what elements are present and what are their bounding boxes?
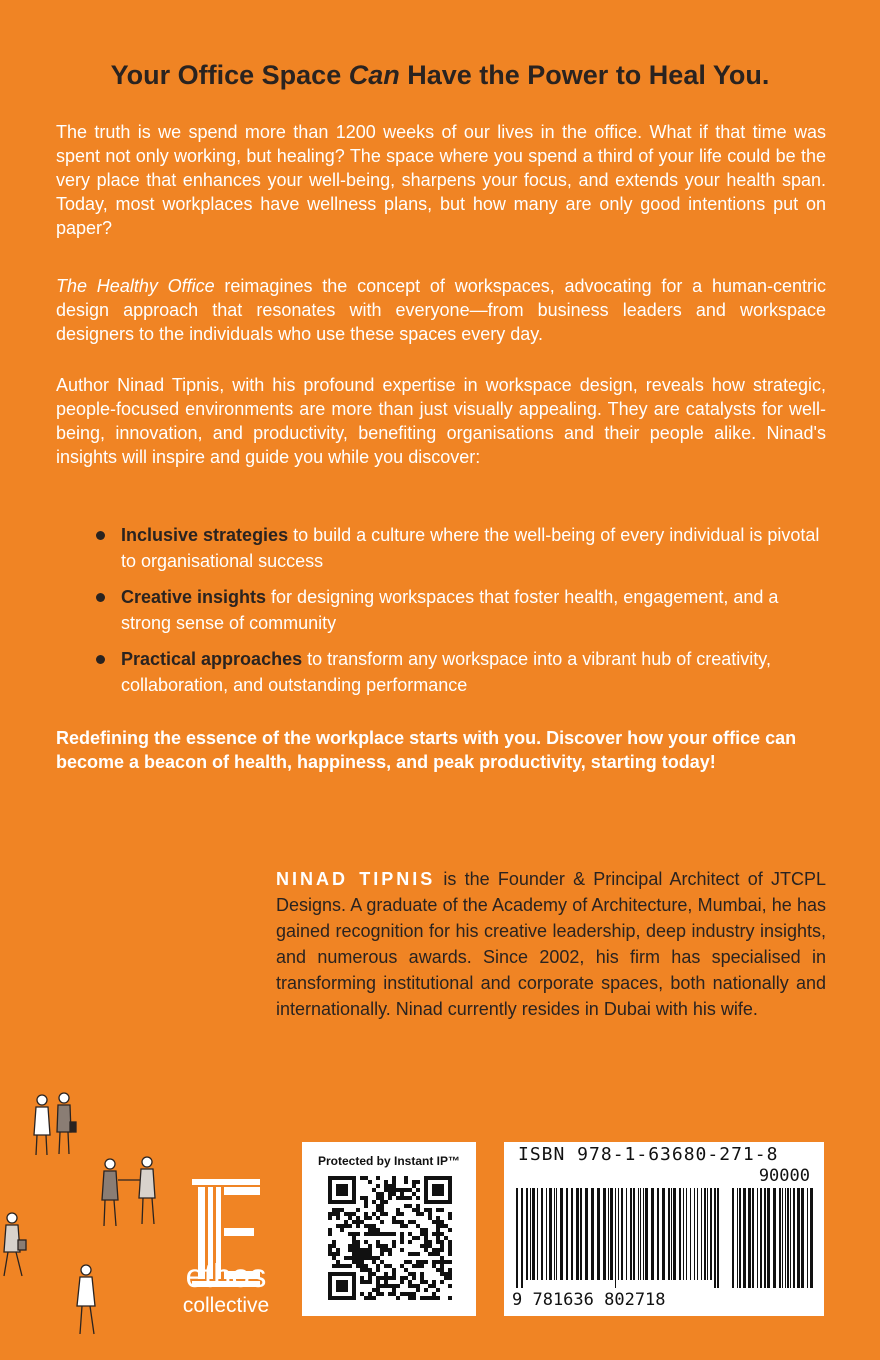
bullet-dot-icon [96, 531, 105, 540]
headline [0, 60, 880, 91]
paragraph-author: Author Ninad Tipnis, with his profound expertise in workspace design, reveals how strategic, people-focused environments are more than just visually appealing. They are catalysts for well-being, innovation, and productivity, benefiting organisations and their people alike. Ninad's insights will inspire and guide you while you discover: [56, 375, 826, 467]
qr-panel [302, 1142, 476, 1316]
bullet-list [96, 522, 826, 708]
bullet-text: to build a culture where the well-being of every individual is pivotal to organisational success [121, 525, 820, 571]
list-item [96, 646, 826, 698]
people-illustration-icon [0, 1080, 180, 1350]
bullet-text: for designing workspaces that foster health, engagement, and a strong sense of community [121, 587, 779, 633]
paragraph-book-text: reimagines the concept of workspaces, advocating for a human-centric design approach that resonates with everyone—from business leaders and workspace designers to the individuals who use these spaces every day. [56, 276, 827, 344]
bullet-strong: Inclusive strategies [121, 525, 289, 545]
paragraph-book [56, 274, 826, 346]
bullet-dot-icon [96, 593, 105, 602]
headline-emphasis: Can [348, 60, 400, 90]
qr-title: Protected by Instant IP™ [317, 1154, 461, 1168]
isbn-label: ISBN 978-1-63680-271-8 [518, 1144, 779, 1165]
publisher-name: ethos [185, 1257, 267, 1294]
bullet-text: to transform any workspace into a vibrant hub of creativity, collaboration, and outstanding performance [121, 649, 771, 695]
barcode-digits: 9 781636 802718 [512, 1290, 666, 1310]
author-bio-text: is the Founder & Principal Architect of JTCPL Designs. A graduate of the Academy of Architecture, Mumbai, he has gained recognition for his creative leadership, deep industry insights, and numerous awards. Since 2002, his firm has specialised in transforming institutional and corporate spaces, both nationally and internationally. Ninad currently resides in Dubai with his wife. [276, 869, 826, 1019]
isbn-addon: 90000 [758, 1166, 810, 1186]
headline-post: Have the Power to Heal You. [399, 60, 770, 90]
bullet-dot-icon [96, 655, 105, 664]
list-item [96, 584, 826, 636]
author-name: NINAD TIPNIS [276, 869, 436, 889]
paragraph-intro: The truth is we spend more than 1200 weeks of our lives in the office. What if that time was spent not only working, but healing? The space where you spend a third of your life could be the very place that enhances your well-being, sharpens your focus, and extends your health span. Today, most workplaces have wellness plans, but how many are only good intentions put on paper? [56, 122, 826, 238]
closing-statement: Redefining the essence of the workplace starts with you. Discover how your office can become a beacon of health, happiness, and peak productivity, starting today! [56, 728, 797, 772]
bullet-strong: Practical approaches [121, 649, 303, 669]
barcode-panel [504, 1142, 824, 1316]
qr-code-icon [328, 1176, 452, 1300]
headline-pre: Your Office Space [110, 60, 349, 90]
list-item [96, 522, 826, 574]
barcode-icon [512, 1188, 816, 1288]
bullet-strong: Creative insights [121, 587, 267, 607]
author-bio [276, 866, 826, 1022]
publisher-sub: collective [182, 1294, 270, 1317]
book-title: The Healthy Office [56, 276, 215, 296]
